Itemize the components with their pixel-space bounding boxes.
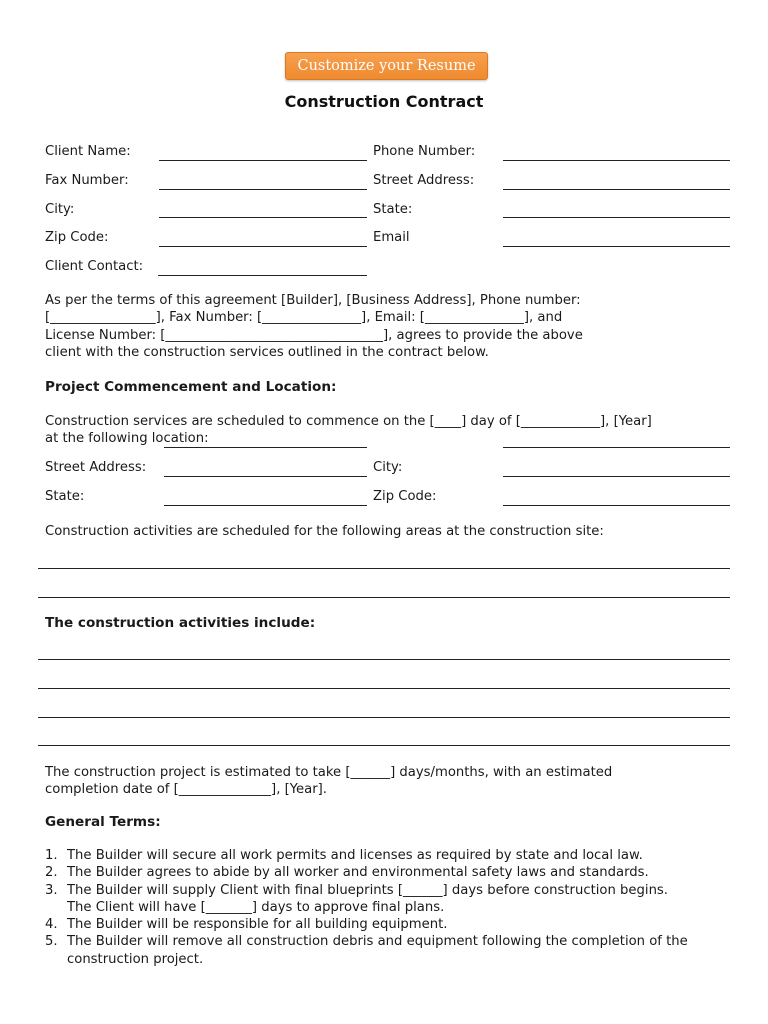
list-item-text: The Builder will remove all construction debris and equipment following the completion of the (67, 934, 688, 950)
general-terms-list (45, 847, 735, 968)
client-contact-field[interactable] (158, 275, 367, 276)
activities-line[interactable] (38, 745, 730, 746)
location-zip-code-label: Zip Code: (373, 489, 437, 504)
zip-code-label: Zip Code: (45, 230, 109, 245)
areas-line[interactable] (38, 568, 730, 569)
list-item-text: The Builder will secure all work permits and licenses as required by state and local law. (67, 848, 643, 863)
commencement-line: Construction services are scheduled to commence on the [____] day of [____________], [Year] (45, 414, 652, 429)
estimate-line: The construction project is estimated to take [______] days/months, with an estimated (45, 765, 613, 780)
location-street-address-field[interactable] (164, 476, 367, 477)
list-item (45, 933, 735, 968)
location-field[interactable] (164, 447, 367, 448)
email-field[interactable] (503, 246, 730, 247)
estimate-paragraph (45, 764, 735, 799)
agreement-line: client with the construction services outlined in the contract below. (45, 344, 489, 360)
location-field-right[interactable] (503, 447, 730, 448)
customize-resume-button[interactable]: Customize your Resume (285, 52, 488, 80)
zip-code-field[interactable] (159, 246, 367, 247)
page-title: Construction Contract (284, 92, 484, 111)
agreement-line: [________________], Fax Number: [_______________], Email: [_______________], and (45, 310, 563, 326)
phone-number-field[interactable] (503, 160, 730, 161)
commencement-line: at the following location: (45, 431, 209, 447)
list-item-number: 3. (45, 882, 58, 898)
location-city-label: City: (373, 460, 403, 475)
activities-line[interactable] (38, 717, 730, 718)
list-item (45, 882, 735, 917)
state-field[interactable] (503, 217, 730, 218)
location-street-address-label: Street Address: (45, 460, 147, 475)
agreement-paragraph (45, 292, 735, 361)
client-name-label: Client Name: (45, 144, 131, 159)
commencement-paragraph (45, 413, 735, 448)
list-item (45, 864, 735, 881)
list-item-text: The Client will have [_______] days to approve final plans. (67, 899, 445, 915)
areas-line[interactable] (38, 597, 730, 598)
commencement-heading: Project Commencement and Location: (45, 379, 337, 395)
list-item (45, 847, 735, 864)
state-label: State: (373, 202, 413, 217)
street-address-label: Street Address: (373, 173, 475, 188)
client-name-field[interactable] (159, 160, 367, 161)
client-contact-label: Client Contact: (45, 259, 144, 274)
fax-number-field[interactable] (159, 189, 367, 190)
list-item-text: The Builder will supply Client with final blueprints [______] days before construction begins. (67, 882, 668, 898)
list-item-number: 1. (45, 848, 58, 863)
street-address-field[interactable] (503, 189, 730, 190)
location-state-label: State: (45, 489, 85, 504)
estimate-line: completion date of [______________], [Year]. (45, 782, 327, 798)
location-city-field[interactable] (503, 476, 730, 477)
activities-heading: The construction activities include: (45, 615, 316, 631)
list-item-number: 4. (45, 917, 58, 933)
list-item-number: 5. (45, 934, 58, 950)
list-item-number: 2. (45, 865, 58, 881)
phone-number-label: Phone Number: (373, 144, 476, 159)
activities-line[interactable] (38, 688, 730, 689)
fax-number-label: Fax Number: (45, 173, 129, 188)
city-label: City: (45, 202, 75, 217)
list-item-text: The Builder agrees to abide by all worker and environmental safety laws and standards. (67, 865, 649, 881)
activities-line[interactable] (38, 659, 730, 660)
list-item-text: construction project. (67, 951, 204, 967)
agreement-line: As per the terms of this agreement [Builder], [Business Address], Phone number: (45, 293, 581, 308)
list-item-text: The Builder will be responsible for all building equipment. (67, 917, 448, 933)
email-label: Email (373, 230, 410, 245)
location-state-field[interactable] (164, 505, 367, 506)
general-terms-heading: General Terms: (45, 814, 161, 830)
city-field[interactable] (159, 217, 367, 218)
agreement-line: License Number: [_________________________________], agrees to provide the above (45, 327, 583, 343)
list-item (45, 916, 735, 933)
location-zip-code-field[interactable] (503, 505, 730, 506)
areas-text: Construction activities are scheduled for the following areas at the construction site: (45, 524, 604, 539)
